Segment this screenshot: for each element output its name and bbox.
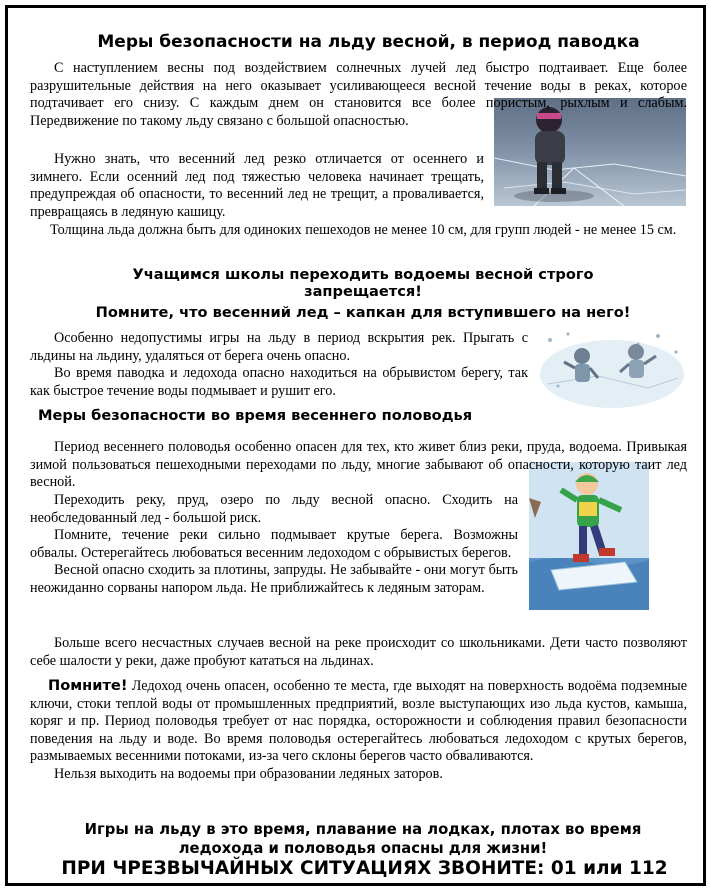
intro-paragraph: Толщина льда должна быть для одиноких пешеходов не менее 10 см, для групп людей - не менее 15 см. [50, 222, 677, 238]
flood-section-heading: Меры безопасности во время весеннего половодья [38, 407, 473, 424]
flood-text-1 [30, 439, 687, 492]
games-text [30, 330, 528, 400]
intro-paragraph: Нужно знать, что весенний лед резко отличается от осеннего и зимнего. Если осенний лед под тяжестью человека начинает трещать, предупреждая об опасности, то весенний лед не трещит, а проваливается, превращаясь в ледяную кашицу. [30, 151, 484, 220]
flood-paragraph: Переходить реку, пруд, озеро по льду весной опасно. Сходить на необследованный лед - большой риск. [30, 492, 518, 526]
flood-text-3 [30, 635, 687, 670]
page-title: Меры безопасности на льду весной, в период паводка [97, 32, 640, 52]
flood-paragraph: Больше всего несчастных случаев весной на реке происходит со школьниками. Дети часто позволяют себе шалости у реки, даже пробуют кататься на льдинах. [30, 635, 687, 669]
flood-paragraph: Помните, течение реки сильно подмывает крутые берега. Возможны обвалы. Остерегайтесь любоваться весенним ледоходом с обрывистых берегов. [30, 527, 518, 561]
intro-paragraph: С наступлением весны под воздействием солнечных лучей лед быстро подтаивает. Еще более разрушительные действия на него оказывает усиливающееся весной течение воды в реках, которое подтачивает его снизу. С каждым днем он становится все более пористым, рыхлым и слабым. Передвижение по такому льду связано с большой опасностью. [30, 60, 687, 129]
remember-paragraph-2: Нельзя выходить на водоемы при образовании ледяных заторов. [54, 765, 443, 782]
leaflet-page [5, 5, 706, 886]
flood-paragraph: Период весеннего половодья особенно опасен для тех, кто живет близ реки, пруда, водоема. Привыкая зимой пользоваться пешеходными переходами по льду, многие забывают об опасности, которую таит лед весной. [30, 439, 687, 491]
intro-text-2 [30, 151, 484, 221]
closing-warning: Игры на льду в это время, плавание на лодках, плотах во время ледохода и половодья опасны для жизни! [84, 821, 642, 857]
warning-line-2: Помните, что весенний лед – капкан для вступившего на него! [95, 304, 631, 321]
children-on-ice-cartoon [538, 326, 686, 410]
remember-paragraph [30, 677, 687, 766]
warning-line-1: Учащимся школы переходить водоемы весной строго запрещается! [132, 266, 594, 300]
intro-text-3 [30, 222, 687, 240]
flood-text-2 [30, 492, 518, 598]
games-paragraph: Особенно недопустимы игры на льду в период вскрытия рек. Прыгать с льдины на льдину, удаляться от берега очень опасно. [30, 330, 528, 364]
flood-paragraph: Весной опасно сходить за плотины, запруды. Не забывайте - они могут быть неожиданно сорваны напором льда. Не приближайтесь к ледяным заторам. [30, 562, 518, 596]
remember-text [30, 677, 687, 784]
intro-text [30, 60, 687, 130]
remember-lead: Помните! [48, 677, 128, 694]
games-paragraph: Во время паводка и ледохода опасно находиться на обрывистом берегу, так как быстрое течение воды подмывает и рушит его. [30, 365, 528, 399]
remember-body: Ледоход очень опасен, особенно те места, где выходят на поверхность водоёма подземные ключи, стоки теплой воды от промышленных предприятий, возле выступающих изо льда кустов, камыша, коряг и пр. Период половодья требует от нас порядка, осторожности и соблюдения правил безопасности поведения на льду и воде. Во время половодья остерегайтесь любоваться ледоходом с крутых берегов, размываемых весенними потоками, из-за чего склоны берегов часто обваливаются. [30, 678, 687, 765]
emergency-numbers: ПРИ ЧРЕЗВЫЧАЙНЫХ СИТУАЦИЯХ ЗВОНИТЕ: 01 или 112 [61, 858, 668, 879]
